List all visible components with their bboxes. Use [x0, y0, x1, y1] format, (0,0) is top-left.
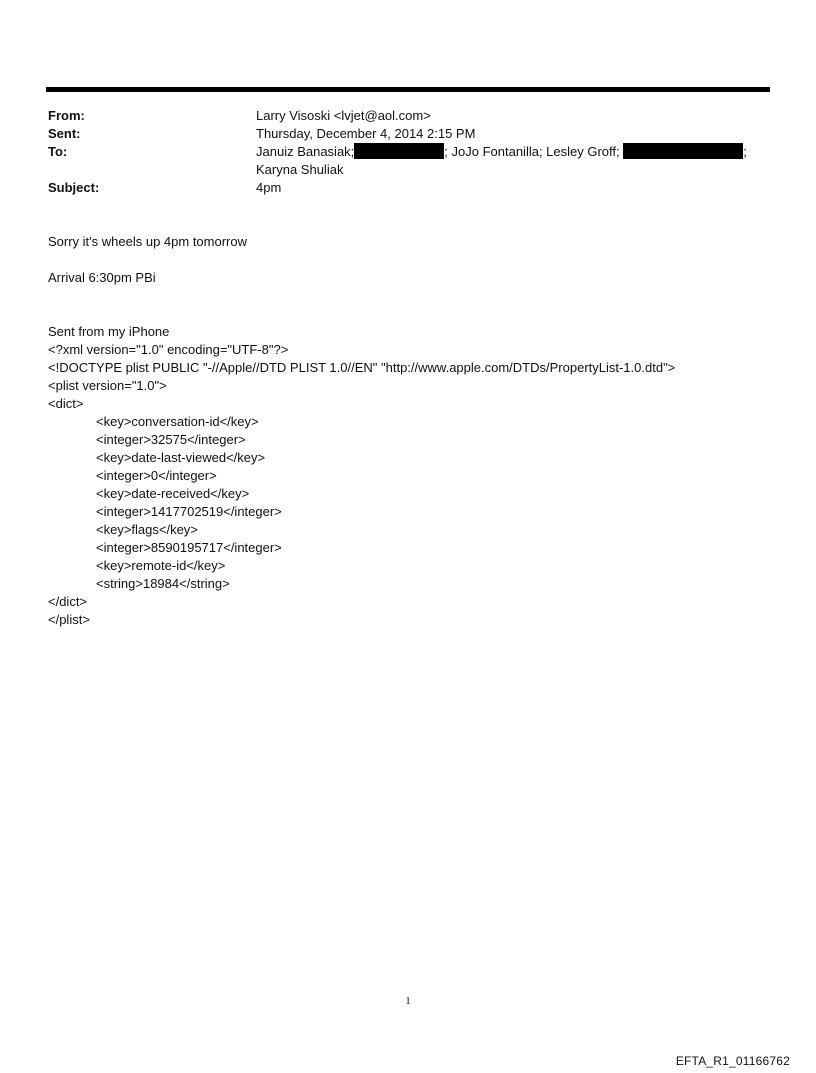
- to-recipient-1: Januiz Banasiak;: [256, 144, 355, 159]
- to-recipients-3: ;: [743, 144, 747, 159]
- xml-doctype: <!DOCTYPE plist PUBLIC "-//Apple//DTD PLIST 1.0//EN" "http://www.apple.com/DTDs/PropertyList-1.0.dtd">: [48, 360, 676, 375]
- redaction-block: [623, 143, 743, 159]
- sent-label: Sent:: [48, 126, 81, 141]
- subject-value: 4pm: [256, 180, 282, 195]
- from-row: [48, 107, 768, 125]
- to-recipients-2: ; JoJo Fontanilla; Lesley Groff;: [444, 144, 620, 159]
- from-label: From:: [48, 108, 85, 123]
- to-recipient-last: Karyna Shuliak: [256, 162, 344, 177]
- from-value: Larry Visoski <lvjet@aol.com>: [256, 108, 431, 123]
- sent-value: Thursday, December 4, 2014 2:15 PM: [256, 126, 476, 141]
- header-divider: [46, 87, 770, 92]
- dict-entry: <key>date-last-viewed</key>: [96, 450, 266, 465]
- dict-entry: <integer>1417702519</integer>: [96, 504, 282, 519]
- dict-entry: <integer>8590195717</integer>: [96, 540, 282, 555]
- plist-open: <plist version="1.0">: [48, 378, 167, 393]
- signature: Sent from my iPhone: [48, 324, 170, 339]
- body-line: Arrival 6:30pm PBi: [48, 270, 156, 285]
- to-label: To:: [48, 144, 68, 159]
- to-value: [256, 143, 768, 179]
- subject-label: Subject:: [48, 180, 100, 195]
- plist-close: </plist>: [48, 612, 90, 627]
- dict-entry: <integer>0</integer>: [96, 468, 217, 483]
- dict-close: </dict>: [48, 594, 88, 609]
- subject-row: [48, 179, 768, 197]
- dict-entry: <key>conversation-id</key>: [96, 414, 259, 429]
- to-row: [48, 143, 768, 179]
- redaction-block: [354, 143, 444, 159]
- dict-entry: <key>remote-id</key>: [96, 558, 226, 573]
- sent-row: [48, 125, 768, 143]
- dict-entry: <string>18984</string>: [96, 576, 230, 591]
- dict-entry: <integer>32575</integer>: [96, 432, 246, 447]
- page-number: 1: [405, 995, 411, 1007]
- dict-entry: <key>flags</key>: [96, 522, 198, 537]
- dict-entry: <key>date-received</key>: [96, 486, 250, 501]
- dict-open: <dict>: [48, 396, 84, 411]
- document-id: EFTA_R1_01166762: [675, 1054, 790, 1068]
- email-header: [48, 107, 768, 197]
- xml-declaration: <?xml version="1.0" encoding="UTF-8"?>: [48, 342, 289, 357]
- body-line: Sorry it's wheels up 4pm tomorrow: [48, 234, 247, 249]
- email-body: [48, 233, 768, 629]
